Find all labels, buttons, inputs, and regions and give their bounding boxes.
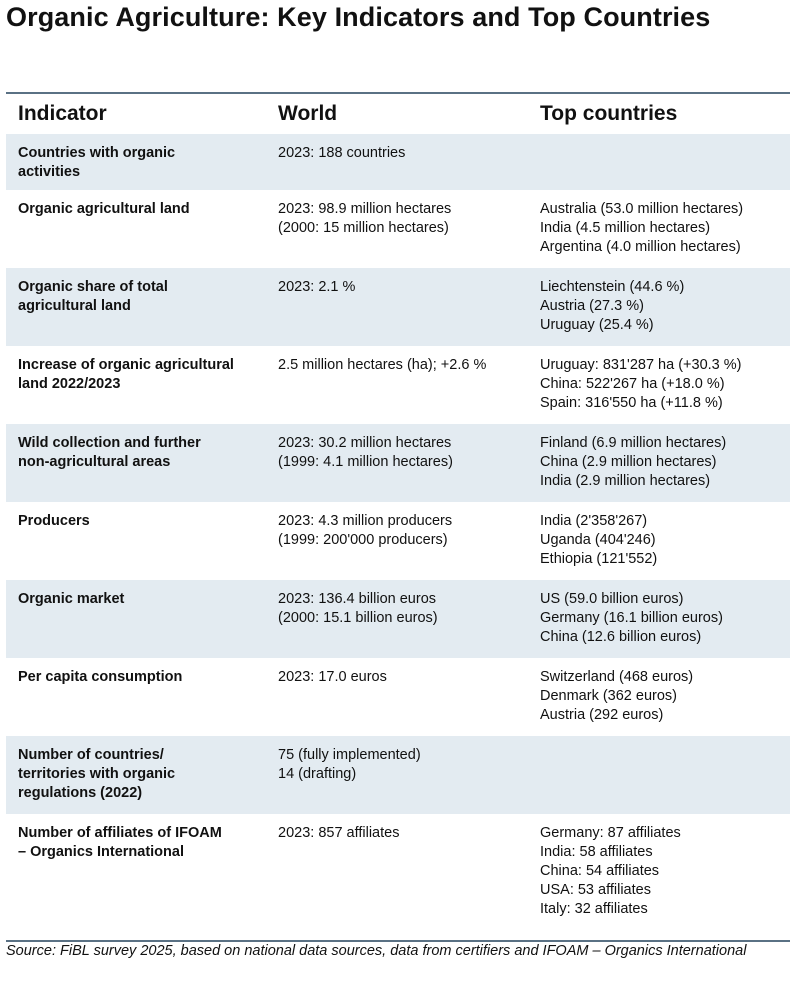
table-row: [6, 346, 790, 424]
world-cell: [278, 746, 421, 784]
top-countries-cell-line: China (12.6 billion euros): [540, 629, 702, 645]
world-cell: [278, 200, 451, 238]
top-countries-cell-line: Uruguay: 831'287 ha (+30.3 %): [540, 357, 742, 373]
top-countries-cell-line: Australia (53.0 million hectares): [540, 201, 744, 217]
top-countries-cell-line: Germany: 87 affiliates: [540, 825, 681, 841]
world-cell: [278, 824, 399, 843]
top-countries-cell-line: Switzerland (468 euros): [540, 669, 694, 685]
indicator-cell: [18, 434, 201, 472]
source-note: Source: FiBL survey 2025, based on national data sources, data from certifiers and IFOAM – Organics International: [6, 943, 747, 959]
indicator-cell-line: Organic agricultural land: [18, 201, 190, 217]
top-countries-cell: [540, 590, 723, 647]
header-indicator: Indicator: [18, 102, 107, 125]
top-countries-cell-line: China: 522'267 ha (+18.0 %): [540, 376, 725, 392]
table-header: [6, 94, 790, 134]
top-countries-cell-line: Liechtenstein (44.6 %): [540, 279, 685, 295]
top-countries-cell-line: Denmark (362 euros): [540, 688, 677, 704]
indicator-cell: [18, 356, 234, 394]
indicator-cell: [18, 144, 175, 182]
table-row: [6, 736, 790, 814]
world-cell-line: 2023: 17.0 euros: [278, 669, 387, 685]
world-cell-line: 2023: 2.1 %: [278, 279, 356, 295]
top-countries-cell: [540, 278, 684, 335]
page-title: Organic Agriculture: Key Indicators and Top Countries: [6, 2, 711, 32]
indicator-cell-line: Organic share of total: [18, 279, 168, 295]
top-countries-cell-line: India (2'358'267): [540, 513, 648, 529]
top-countries-cell: [540, 824, 681, 919]
indicator-cell-line: Producers: [18, 513, 90, 529]
world-cell-line: 2023: 188 countries: [278, 145, 406, 161]
world-cell-line: 2023: 857 affiliates: [278, 825, 400, 841]
header-world: World: [278, 102, 338, 125]
top-countries-cell: [540, 434, 726, 491]
top-countries-cell-line: Uruguay (25.4 %): [540, 317, 654, 333]
indicator-cell-line: Organic market: [18, 591, 125, 607]
table-row: [6, 580, 790, 658]
indicator-cell-line: regulations (2022): [18, 785, 143, 801]
table-row: [6, 268, 790, 346]
world-cell-line: 2023: 98.9 million hectares: [278, 201, 452, 217]
table-row: [6, 658, 790, 736]
indicator-cell: [18, 200, 190, 219]
top-countries-cell-line: Austria (292 euros): [540, 707, 664, 723]
header-top-countries: Top countries: [540, 102, 678, 125]
indicator-cell-line: Number of affiliates of IFOAM: [18, 825, 222, 841]
indicator-cell: [18, 824, 222, 862]
table-row: [6, 190, 790, 268]
indicator-cell-line: – Organics International: [18, 844, 184, 860]
world-cell: [278, 668, 387, 687]
world-cell-line: 14 (drafting): [278, 766, 357, 782]
indicator-cell: [18, 746, 175, 803]
world-cell: [278, 434, 453, 472]
indicator-cell: [18, 512, 90, 531]
indicator-cell-line: territories with organic: [18, 766, 176, 782]
top-countries-cell: [540, 668, 693, 725]
top-countries-cell-line: China (2.9 million hectares): [540, 454, 717, 470]
indicator-cell-line: Per capita consumption: [18, 669, 183, 685]
indicator-cell-line: agricultural land: [18, 298, 131, 314]
world-cell-line: 75 (fully implemented): [278, 747, 421, 763]
world-cell-line: 2023: 4.3 million producers: [278, 513, 453, 529]
table-body: [6, 134, 790, 940]
top-countries-cell-line: Spain: 316'550 ha (+11.8 %): [540, 395, 723, 411]
world-cell-line: (1999: 200'000 producers): [278, 532, 448, 548]
world-cell: [278, 144, 405, 163]
indicator-cell: [18, 668, 182, 687]
top-countries-cell-line: US (59.0 billion euros): [540, 591, 684, 607]
indicator-cell: [18, 278, 168, 316]
top-countries-cell-line: Uganda (404'246): [540, 532, 656, 548]
world-cell: [278, 512, 452, 550]
top-countries-cell-line: Italy: 32 affiliates: [540, 901, 648, 917]
indicator-cell: [18, 590, 124, 609]
indicator-cell-line: Increase of organic agricultural: [18, 357, 234, 373]
table-row: [6, 134, 790, 190]
top-countries-cell: [540, 356, 741, 413]
top-countries-cell-line: USA: 53 affiliates: [540, 882, 651, 898]
indicator-cell-line: Wild collection and further: [18, 435, 201, 451]
top-countries-cell-line: India: 58 affiliates: [540, 844, 653, 860]
indicator-cell-line: Countries with organic: [18, 145, 176, 161]
table-row: [6, 814, 790, 940]
world-cell-line: (1999: 4.1 million hectares): [278, 454, 453, 470]
indicator-cell-line: non-agricultural areas: [18, 454, 171, 470]
table-row: [6, 502, 790, 580]
table-row: [6, 424, 790, 502]
top-countries-cell-line: Finland (6.9 million hectares): [540, 435, 727, 451]
world-cell: [278, 590, 438, 628]
indicator-cell-line: activities: [18, 164, 81, 180]
world-cell-line: 2.5 million hectares (ha); +2.6 %: [278, 357, 487, 373]
world-cell-line: 2023: 30.2 million hectares: [278, 435, 452, 451]
top-countries-cell: [540, 200, 743, 257]
top-countries-cell-line: Ethiopia (121'552): [540, 551, 658, 567]
world-cell-line: (2000: 15 million hectares): [278, 220, 449, 236]
world-cell: [278, 278, 355, 297]
top-countries-cell-line: China: 54 affiliates: [540, 863, 660, 879]
indicators-table: [6, 92, 790, 942]
top-countries-cell-line: India (4.5 million hectares): [540, 220, 711, 236]
indicator-cell-line: Number of countries/: [18, 747, 164, 763]
top-countries-cell-line: Germany (16.1 billion euros): [540, 610, 723, 626]
top-countries-cell: [540, 512, 657, 569]
top-countries-cell-line: India (2.9 million hectares): [540, 473, 711, 489]
world-cell-line: 2023: 136.4 billion euros: [278, 591, 437, 607]
top-countries-cell-line: Argentina (4.0 million hectares): [540, 239, 741, 255]
top-countries-cell-line: Austria (27.3 %): [540, 298, 644, 314]
world-cell: [278, 356, 486, 375]
world-cell-line: (2000: 15.1 billion euros): [278, 610, 438, 626]
indicator-cell-line: land 2022/2023: [18, 376, 121, 392]
